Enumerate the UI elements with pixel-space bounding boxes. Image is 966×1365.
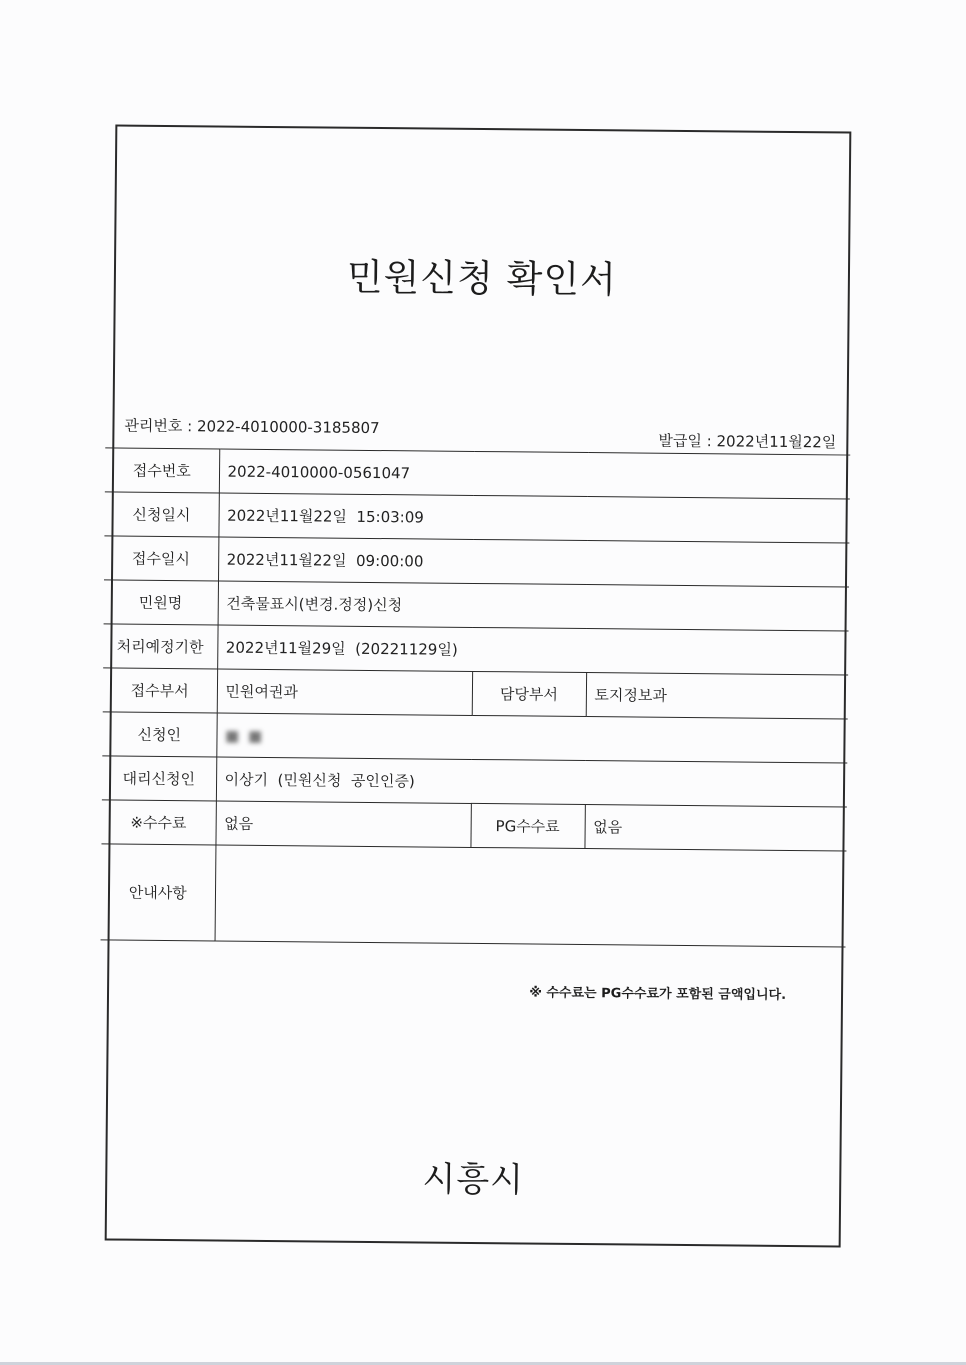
certificate-frame	[105, 124, 852, 1247]
table-row	[103, 668, 848, 719]
table-row	[101, 800, 846, 851]
issue-date-value: 2022년11월22일	[716, 432, 837, 452]
receipt-number-value: 2022-4010000-0561047	[219, 449, 850, 499]
table-row	[102, 712, 847, 763]
applicant-name-redacted: ■ ■	[224, 726, 265, 745]
issue-date	[658, 430, 836, 453]
issuer-name: 시흥시	[422, 1159, 525, 1201]
table-row	[104, 580, 849, 631]
pg-fee-value: 없음	[584, 805, 846, 852]
table-row	[104, 492, 849, 543]
application-datetime-label: 신청일시	[104, 492, 218, 537]
petition-name-label: 민원명	[104, 580, 218, 625]
responsible-dept-label: 담당부서	[472, 671, 586, 716]
management-number	[124, 415, 379, 438]
receipt-datetime-label: 접수일시	[104, 536, 218, 581]
issue-date-label: 발급일 :	[658, 431, 717, 451]
proxy-applicant-value: 이상기 (민원신청 공인인증)	[216, 757, 847, 807]
processing-deadline-value: 2022년11월29일 (20221129일)	[217, 625, 848, 675]
document-title: 민원신청 확인서	[346, 255, 618, 302]
responsible-dept-value: 토지정보과	[586, 673, 848, 720]
guidance-value	[215, 845, 847, 947]
petition-name-value: 건축물표시(변경.정정)신청	[218, 581, 849, 631]
applicant-label: 신청인	[102, 712, 216, 757]
guidance-label: 안내사항	[101, 844, 216, 941]
application-datetime-value: 2022년11월22일 15:03:09	[218, 493, 849, 543]
table-row	[104, 536, 849, 587]
management-number-value: 2022-4010000-3185807	[196, 417, 380, 438]
petition-info-table	[101, 447, 851, 947]
receiving-dept-value: 민원여권과	[217, 669, 472, 715]
fee-note: ※ 수수료는 PG수수료가 포함된 금액입니다.	[529, 985, 787, 1003]
table-row	[105, 448, 850, 499]
applicant-value	[216, 713, 847, 763]
proxy-applicant-label: 대리신청인	[102, 756, 216, 801]
table-row	[102, 756, 847, 807]
receipt-number-label: 접수번호	[105, 448, 219, 493]
receipt-datetime-value: 2022년11월22일 09:00:00	[218, 537, 849, 587]
table-row	[103, 624, 848, 675]
management-number-label: 관리번호 :	[124, 416, 198, 436]
fee-value: 없음	[215, 801, 470, 847]
processing-deadline-label: 처리예정기한	[103, 624, 217, 669]
receiving-dept-label: 접수부서	[103, 668, 217, 713]
table-row	[101, 844, 847, 947]
fee-label: ※수수료	[101, 800, 215, 845]
pg-fee-label: PG수수료	[470, 803, 584, 848]
